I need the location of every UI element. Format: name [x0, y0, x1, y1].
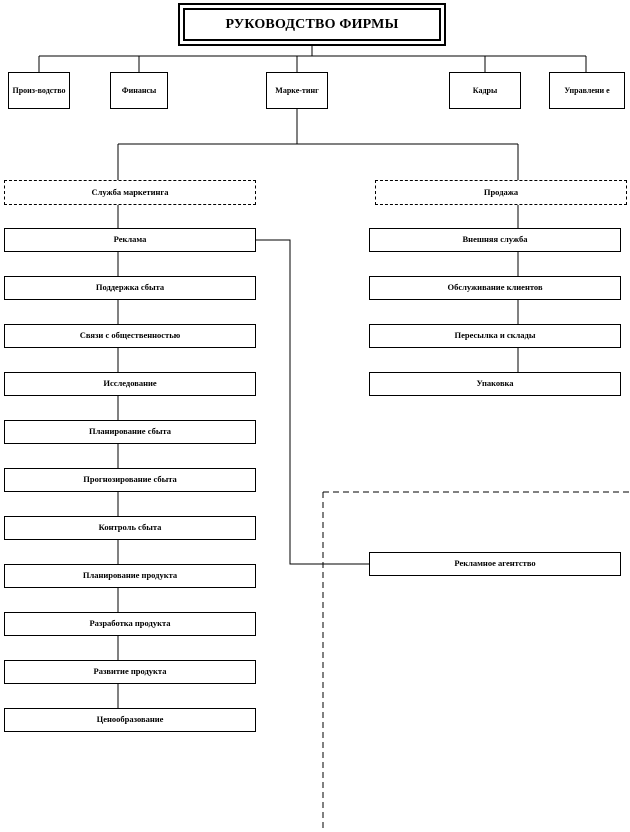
department-marketing: Марке-тинг [266, 72, 328, 109]
unit-sales-control: Контроль сбыта [4, 516, 256, 540]
company-management-box [178, 3, 446, 46]
department-finance: Финансы [110, 72, 168, 109]
unit-research: Исследование [4, 372, 256, 396]
department-production: Произ-водство [8, 72, 70, 109]
unit-packaging: Упаковка [369, 372, 621, 396]
unit-field-service: Внешняя служба [369, 228, 621, 252]
unit-product-development: Разработка продукта [4, 612, 256, 636]
unit-sales-support: Поддержка сбыта [4, 276, 256, 300]
company-management-title: РУКОВОДСТВО ФИРМЫ [183, 8, 441, 41]
unit-advertising: Реклама [4, 228, 256, 252]
unit-sales-planning: Планирование сбыта [4, 420, 256, 444]
unit-public-relations: Связи с общественностью [4, 324, 256, 348]
department-personnel: Кадры [449, 72, 521, 109]
unit-customer-service: Обслуживание клиентов [369, 276, 621, 300]
unit-pricing: Ценообразование [4, 708, 256, 732]
unit-shipping-warehouses: Пересылка и склады [369, 324, 621, 348]
marketing-service-header: Служба маркетинга [4, 180, 256, 205]
unit-product-growth: Развитие продукта [4, 660, 256, 684]
sales-header: Продажа [375, 180, 627, 205]
unit-sales-forecasting: Прогнозирование сбыта [4, 468, 256, 492]
unit-product-planning: Планирование продукта [4, 564, 256, 588]
department-management: Управлени е [549, 72, 625, 109]
advertising-agency: Рекламное агентство [369, 552, 621, 576]
